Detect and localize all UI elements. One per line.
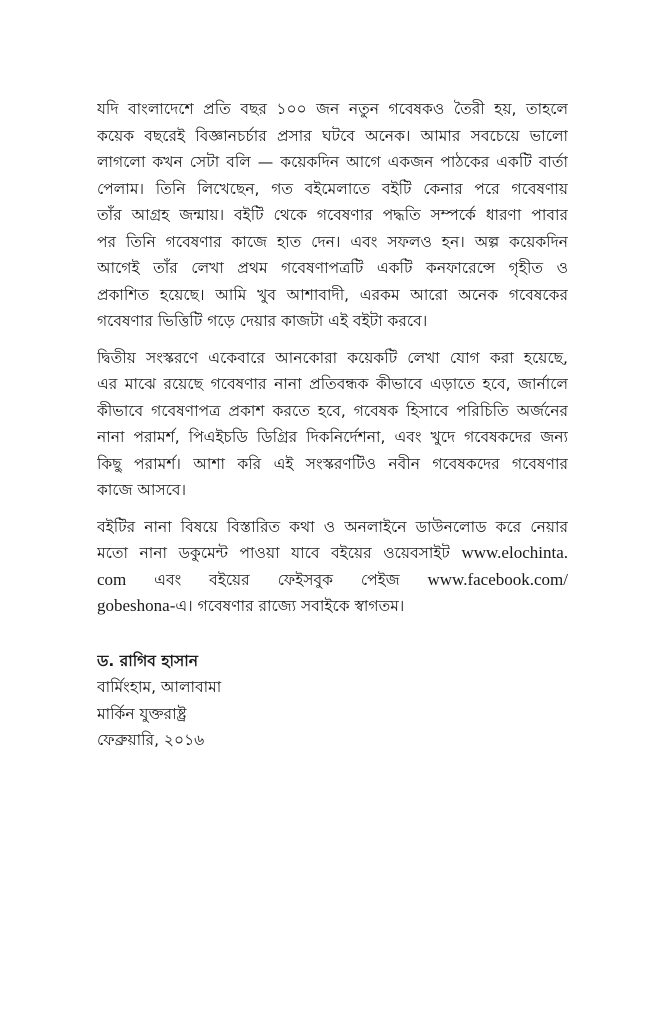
author-country: মার্কিন যুক্তরাষ্ট্র bbox=[97, 704, 187, 723]
text-line: কিছু পরামর্শ। আশা করি এই সংস্করণটিও নবীন গবেষকদের গবেষণার bbox=[97, 454, 568, 473]
document-page bbox=[97, 96, 568, 754]
text-line: আগেই তাঁর লেখা প্রথম গবেষণাপত্রটি একটি কনফারেন্সে গৃহীত ও bbox=[97, 259, 568, 277]
text-line: কয়েক বছরেই বিজ্ঞানচর্চার প্রসার ঘটবে অনেক। আমার সবচেয়ে ভালো bbox=[97, 126, 568, 145]
text-line: গবেষণার ভিত্তিটি গড়ে দেয়ার কাজটা এই বইটা করবে। bbox=[97, 312, 428, 330]
signature-date: ফেব্রুয়ারি, ২০১৬ bbox=[97, 731, 205, 749]
text-line: কীভাবে গবেষণাপত্র প্রকাশ করতে হবে, গবেষক হিসাবে পরিচিতি অর্জনের bbox=[97, 401, 568, 420]
text-line: পেলাম। তিনি লিখেছেন, গত বইমেলাতে বইটি কেনার পরে গবেষণায় bbox=[97, 179, 568, 198]
text-line: প্রকাশিত হয়েছে। আমি খুব আশাবাদী, এরকম আরো অনেক গবেষকের bbox=[97, 285, 568, 304]
author-name: ড. রাগিব হাসান bbox=[97, 651, 198, 670]
url-text: www.elochinta. bbox=[461, 543, 568, 562]
paragraph-1 bbox=[97, 96, 568, 335]
text-line: gobeshona-এ। গবেষণার রাজ্যে সবাইকে স্বাগতম। bbox=[97, 596, 405, 615]
author-city: বার্মিংহাম, আলাবামা bbox=[97, 678, 222, 696]
text-line: দ্বিতীয় সংস্করণে একেবারে আনকোরা কয়েকটি লেখা যোগ করা হয়েছে, bbox=[97, 348, 568, 367]
text-line: পর তিনি গবেষণার কাজে হাত দেন। এবং সফলও হন। অল্প কয়েকদিন bbox=[97, 232, 568, 251]
url-text: com bbox=[97, 569, 127, 589]
paragraph-3 bbox=[97, 514, 568, 620]
paragraph-2 bbox=[97, 345, 568, 504]
url-text: www.facebook.com/ bbox=[427, 569, 568, 589]
text-line: নানা পরামর্শ, পিএইচডি ডিগ্রির দিকনির্দেশনা, এবং খুদে গবেষকদের জন্য bbox=[97, 428, 568, 446]
text-line: মতো নানা ডকুমেন্ট পাওয়া যাবে বইয়ের ওয়েবসাইট www.elochinta. bbox=[97, 543, 568, 562]
text-line: কাজে আসবে। bbox=[97, 481, 187, 499]
text-line: বইটির নানা বিষয়ে বিস্তারিত কথা ও অনলাইনে ডাউনলোড করে নেয়ার bbox=[97, 517, 568, 536]
url-text: gobeshona- bbox=[97, 596, 176, 615]
text-line: এর মাঝে রয়েছে গবেষণার নানা প্রতিবন্ধক কীভাবে এড়াতে হবে, জার্নালে bbox=[97, 375, 568, 393]
text-line: com এবং বইয়ের ফেইসবুক পেইজ www.facebook.com/ bbox=[97, 569, 568, 589]
text-line: তাঁর আগ্রহ জন্মায়। বইটি থেকে গবেষণার পদ্ধতি সম্পর্কে ধারণা পাবার bbox=[97, 206, 568, 224]
signature-block bbox=[97, 648, 568, 754]
text-line: লাগলো কখন সেটা বলি — কয়েকদিন আগে একজন পাঠকের একটি বার্তা bbox=[97, 153, 568, 171]
text-line: যদি বাংলাদেশে প্রতি বছর ১০০ জন নতুন গবেষকও তৈরী হয়, তাহলে bbox=[97, 100, 568, 118]
